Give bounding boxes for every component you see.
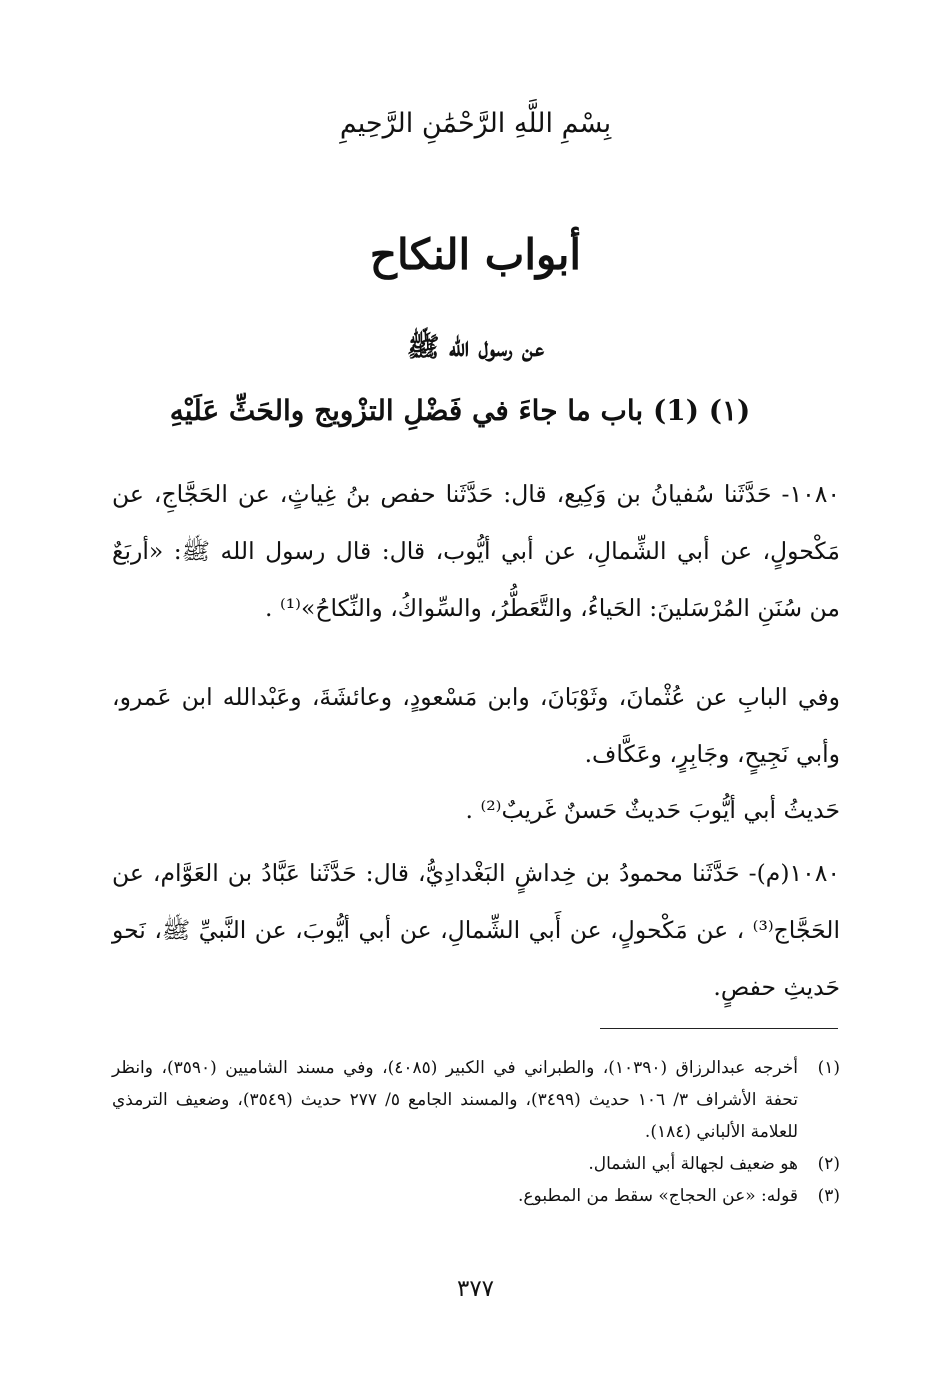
footnote-divider bbox=[600, 1028, 838, 1029]
footnote-number: (١) bbox=[817, 1058, 840, 1078]
chapter-heading: (١) (1) باب ما جاءَ في فَضْلِ التزْويج والحَثِّ عَلَيْهِ bbox=[169, 394, 751, 427]
page-title: أبواب النكاح bbox=[369, 230, 582, 279]
footnotes bbox=[112, 1052, 840, 1212]
basmala: بِسْمِ اللَّهِ الرَّحْمَٰنِ الرَّحِيمِ bbox=[339, 108, 612, 139]
footnote-text: أخرجه عبدالرزاق (١٠٣٩٠)، والطبراني في الكبير (٤٠٨٥)، وفي مسند الشاميين (٣٥٩٠)، وانظر تحفة الأشراف ٣/ ١٠٦ حديث (٣٤٩٩)، والمسند الجامع ٥/ ٢٧٧ حديث (٣٥٤٩)، وضعيف الترمذي للعلامة الألباني (١٨٤). bbox=[112, 1058, 798, 1142]
hadith-paragraph: ١٠٨٠(م)- حَدَّثَنا محمودُ بن خِداشٍ البَغْدادِيُّ، قال: حَدَّثَنا عَبَّادُ بن العَوَّام، عن الحَجَّاج⁽³⁾ ، عن مَكْحولٍ، عن أَبي الشِّمالِ، عن أبي أيُّوبَ، عن النَّبيِّ ﷺ، نَحو حَديثِ حفصٍ. bbox=[112, 859, 840, 1001]
footnote-number: (٢) bbox=[817, 1154, 840, 1174]
page-subtitle: عن رسول الله ﷺ bbox=[406, 332, 545, 363]
footnote-item bbox=[112, 1052, 840, 1148]
footnote-item bbox=[112, 1148, 840, 1180]
footnote-text: قوله: «عن الحجاج» سقط من المطبوع. bbox=[517, 1186, 798, 1206]
hadith-paragraph: ١٠٨٠- حَدَّثَنا سُفيانُ بن وَكِيع، قال: حَدَّثَنا حفص بنُ غِياثٍ، عن الحَجَّاجِ، عن مَكْحولٍ، عن أبي الشِّمالِ، عن أبي أيُّوب، قال: قال رسول الله ﷺ: «أربَعٌ من سُنَنِ المُرْسَلينَ: الحَياءُ، والتَّعَطُّرُ، والسِّواكُ، والنِّكاحُ»⁽¹⁾ . bbox=[112, 480, 840, 622]
footnote-item bbox=[112, 1180, 840, 1212]
grading-paragraph: حَديثُ أبي أيُّوبَ حَديثٌ حَسنٌ غَريبٌ⁽²⁾ . bbox=[465, 796, 840, 824]
page-number: ٣٧٧ bbox=[456, 1276, 495, 1302]
chapter-references: وفي البابِ عن عُثْمانَ، وثَوْبَانَ، وابن مَسْعودٍ، وعائشَةَ، وعَبْدالله ابن عَمرو، وأبي نَجِيحٍ، وجَابِرٍ، وعَكَّاف. bbox=[112, 683, 840, 768]
footnote-text: هو ضعيف لجهالة أبي الشمال. bbox=[588, 1154, 798, 1174]
footnote-number: (٣) bbox=[817, 1186, 840, 1206]
